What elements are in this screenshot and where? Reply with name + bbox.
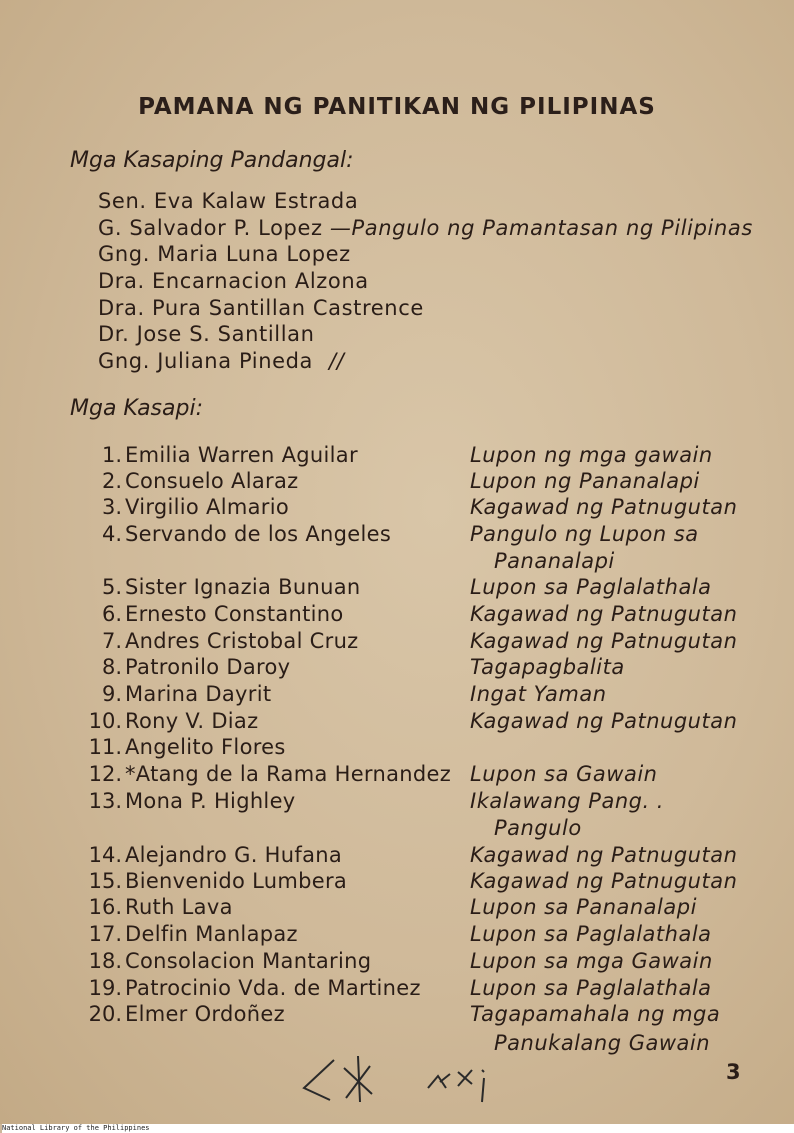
member-name: Delfin Manlapaz bbox=[125, 922, 298, 946]
member-row bbox=[0, 788, 794, 815]
member-name: Ruth Lava bbox=[125, 895, 233, 919]
member-number: 1. bbox=[101, 443, 122, 467]
honorary-member: Dra. Encarnacion Alzona bbox=[98, 269, 369, 294]
member-name: Angelito Flores bbox=[125, 735, 286, 759]
page-title: PAMANA NG PANITIKAN NG PILIPINAS bbox=[138, 94, 656, 120]
member-name: Rony V. Diaz bbox=[125, 709, 259, 733]
member-row bbox=[0, 948, 794, 975]
member-number: 3. bbox=[101, 495, 122, 519]
honorary-member: Dra. Pura Santillan Castrence bbox=[98, 295, 424, 320]
member-name: Consolacion Mantaring bbox=[125, 949, 372, 973]
honorary-list bbox=[98, 188, 778, 375]
member-position: Lupon sa Paglalathala bbox=[470, 976, 712, 1000]
member-position: Kagawad ng Patnugutan bbox=[470, 709, 738, 733]
member-position: Lupon ng Pananalapi bbox=[470, 469, 700, 493]
member-row bbox=[0, 681, 794, 708]
member-row bbox=[0, 921, 794, 948]
member-position-continued: Pananalapi bbox=[494, 549, 615, 573]
member-name: Bienvenido Lumbera bbox=[125, 869, 348, 893]
member-position: Lupon sa Gawain bbox=[470, 762, 658, 786]
member-position: Ikalawang Pang. . bbox=[470, 789, 664, 813]
member-name: Ernesto Constantino bbox=[125, 602, 344, 626]
member-row bbox=[0, 494, 794, 521]
members-heading: Mga Kasapi: bbox=[70, 396, 203, 421]
member-row bbox=[0, 734, 794, 761]
honorary-member: Gng. Juliana Pineda // bbox=[98, 349, 345, 374]
member-position: Ingat Yaman bbox=[470, 682, 607, 706]
member-row bbox=[0, 1001, 794, 1028]
member-row bbox=[0, 442, 794, 469]
member-position: Lupon sa Pananalapi bbox=[470, 895, 697, 919]
member-name: Andres Cristobal Cruz bbox=[125, 629, 359, 653]
library-footer: National Library of the Philippines bbox=[2, 1124, 794, 1133]
member-number: 20. bbox=[88, 1002, 122, 1026]
honorary-member: G. Salvador P. Lopez —Pangulo ng Pamantasan ng Pilipinas bbox=[98, 215, 753, 240]
member-position: Kagawad ng Patnugutan bbox=[470, 629, 738, 653]
member-name: Patronilo Daroy bbox=[125, 655, 291, 679]
member-number: 10. bbox=[88, 709, 122, 733]
member-number: 17. bbox=[88, 922, 122, 946]
member-row bbox=[0, 894, 794, 921]
member-number: 9. bbox=[101, 682, 122, 706]
member-row bbox=[0, 975, 794, 1002]
member-row bbox=[0, 521, 794, 548]
member-name: *Atang de la Rama Hernandez bbox=[125, 762, 452, 786]
member-row bbox=[0, 574, 794, 601]
member-name: Sister Ignazia Bunuan bbox=[125, 575, 361, 599]
member-number: 5. bbox=[101, 575, 122, 599]
member-number: 15. bbox=[88, 869, 122, 893]
member-position: Tagapagbalita bbox=[470, 655, 625, 679]
member-position: Lupon sa Paglalathala bbox=[470, 922, 712, 946]
member-row bbox=[0, 842, 794, 869]
member-number: 6. bbox=[101, 602, 122, 626]
member-name: Marina Dayrit bbox=[125, 682, 272, 706]
member-row bbox=[0, 601, 794, 628]
member-row bbox=[0, 654, 794, 681]
honorary-member: Sen. Eva Kalaw Estrada bbox=[98, 189, 359, 213]
member-position: Pangulo ng Lupon sa bbox=[470, 522, 699, 546]
handwritten-mark: // bbox=[329, 349, 345, 374]
member-position: Kagawad ng Patnugutan bbox=[470, 869, 738, 893]
member-number: 18. bbox=[88, 949, 122, 973]
honorary-heading: Mga Kasaping Pandangal: bbox=[70, 148, 354, 173]
member-row bbox=[0, 628, 794, 655]
page-number: 3 bbox=[726, 1060, 741, 1084]
member-name: Virgilio Almario bbox=[125, 495, 290, 519]
member-row bbox=[0, 761, 794, 788]
member-name: Consuelo Alaraz bbox=[125, 469, 299, 493]
handwritten-annotation bbox=[296, 1048, 526, 1108]
member-position: Tagapamahala ng mga bbox=[470, 1002, 721, 1026]
member-number: 8. bbox=[101, 655, 122, 679]
member-name: Mona P. Highley bbox=[125, 789, 296, 813]
member-name: Emilia Warren Aguilar bbox=[125, 443, 358, 467]
member-number: 7. bbox=[101, 629, 122, 653]
member-position: Kagawad ng Patnugutan bbox=[470, 495, 738, 519]
member-number: 19. bbox=[88, 976, 122, 1000]
member-number: 2. bbox=[101, 469, 122, 493]
member-position-continued: Panukalang Gawain bbox=[494, 1031, 711, 1055]
member-number: 16. bbox=[88, 895, 122, 919]
honorary-member: Gng. Maria Luna Lopez bbox=[98, 242, 351, 267]
member-name: Elmer Ordoñez bbox=[125, 1002, 285, 1026]
member-row bbox=[0, 868, 794, 895]
member-number: 12. bbox=[88, 762, 122, 786]
member-position: Kagawad ng Patnugutan bbox=[470, 602, 738, 626]
member-position: Lupon sa mga Gawain bbox=[470, 949, 713, 973]
member-number: 13. bbox=[88, 789, 122, 813]
member-number: 4. bbox=[101, 522, 122, 546]
member-row bbox=[0, 708, 794, 735]
member-position: Lupon ng mga gawain bbox=[470, 443, 713, 467]
honorary-member: Dr. Jose S. Santillan bbox=[98, 322, 315, 347]
member-position: Lupon sa Paglalathala bbox=[470, 575, 712, 599]
member-position-continued: Pangulo bbox=[494, 816, 582, 840]
member-name: Servando de los Angeles bbox=[125, 522, 392, 546]
honorary-member-role: —Pangulo ng Pamantasan ng Pilipinas bbox=[329, 215, 753, 240]
member-number: 14. bbox=[88, 843, 122, 867]
member-row bbox=[0, 468, 794, 495]
member-name: Patrocinio Vda. de Martinez bbox=[125, 976, 421, 1000]
member-number: 11. bbox=[88, 735, 122, 759]
member-name: Alejandro G. Hufana bbox=[125, 843, 343, 867]
member-position: Kagawad ng Patnugutan bbox=[470, 843, 738, 867]
